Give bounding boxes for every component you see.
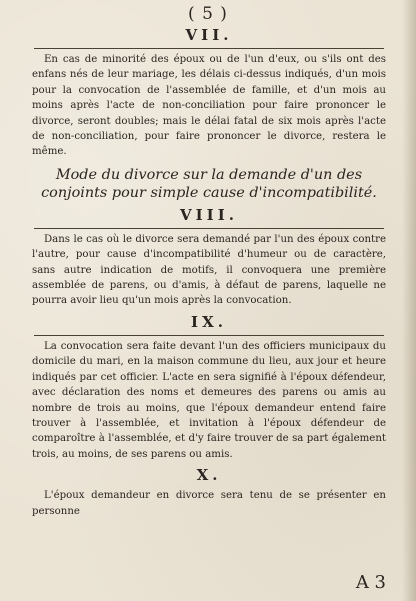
article-ix-text: La convocation sera faite devant l'un des officiers municipaux du domicile du mari, en la maison commune du lieu, aux jour et heure indiqués par cet officier. L'acte en sera signifié à l'époux défendeur, avec déclaration des noms et demeures des parens ou amis au nombre de trois au moins, que l'époux demandeur entend faire trouver à l'assemblée, et invitation à l'époux défendeur de comparoître à l'assemblée, et d'y faire trouver de sa part également trois, au moins, de ses parens ou amis. xyxy=(32,340,386,460)
article-heading-x: X. xyxy=(196,466,222,485)
article-heading-ix: IX. xyxy=(191,312,227,331)
article-vii-text: En cas de minorité des époux ou de l'un d'eux, ou s'ils ont des enfans nés de leur mariage, les délais ci-dessus indiqués, d'un mois pour la convocation de l'assemblée de famille, et d'un mois au moins après l'acte de non-conciliation pour faire prononcer le divorce, seront doubles; mais le délai fatal de six mois après l'acte de non-conciliation, pour faire prononcer le divorce, restera le même. xyxy=(32,54,386,158)
section-rubric: Mode du divorce sur la demande d'un des conjoints pour simple cause d'incompatibilité. xyxy=(41,166,377,201)
article-heading-vii: VII. xyxy=(185,26,233,44)
catchword-signature: A 3 xyxy=(355,572,386,593)
page-edge-shadow xyxy=(402,0,416,601)
article-heading-viii: VIII. xyxy=(180,205,238,224)
heading-rule xyxy=(34,335,384,336)
article-viii-text: Dans le cas où le divorce sera demandé par l'un des époux contre l'autre, pour cause d'incompatibilité d'humeur ou de caractère, sans autre indication de motifs, il convoquera une première assemblée de parens, ou d'amis, à défaut de parens, laquelle ne pourra avoir lieu qu'un mois après la convocation. xyxy=(32,233,386,307)
heading-rule xyxy=(34,228,384,229)
page-number: ( 5 ) xyxy=(188,4,228,24)
heading-rule xyxy=(34,48,384,49)
article-x-text: L'époux demandeur en divorce sera tenu de se présenter en personne xyxy=(32,490,386,517)
